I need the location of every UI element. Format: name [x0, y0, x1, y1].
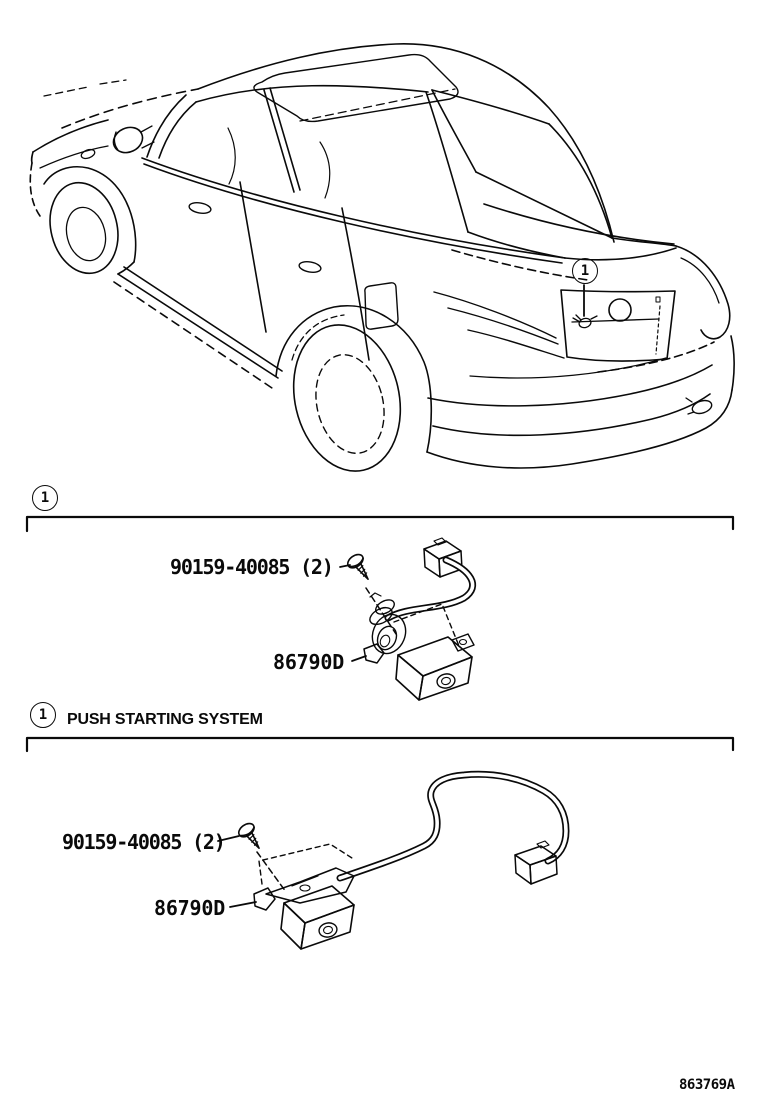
rear-wheel: [276, 306, 431, 482]
section-1-bracket: [27, 517, 733, 531]
leader-line: [352, 656, 366, 661]
camera-icon: [396, 637, 472, 700]
clip: [364, 644, 384, 663]
roof-outline: [198, 44, 614, 242]
car-callout-1: 1: [572, 258, 598, 284]
car-rear-three-quarter-drawing: [30, 44, 734, 482]
camera-assembly-detail-1: [340, 538, 474, 700]
tail-lamp-left: [434, 292, 564, 358]
sunroof-outline: [254, 55, 458, 122]
door-handle-icon: [188, 201, 211, 215]
connector-icon: [424, 538, 462, 577]
emblem-icon: [609, 299, 631, 321]
camera-assembly-detail-2: [218, 774, 566, 949]
door-handle-icon: [298, 260, 321, 274]
camera-bracket: [266, 868, 354, 903]
screw-icon: [236, 821, 266, 853]
part-number-label: 86790D: [154, 896, 226, 920]
section-2-title: PUSH STARTING SYSTEM: [67, 711, 263, 728]
drawing-code: 863769A: [679, 1077, 735, 1093]
license-plate-garnish: [561, 290, 675, 361]
section-2-callout: 1: [30, 702, 56, 728]
wire-harness: [340, 774, 566, 878]
front-wheel: [41, 167, 136, 281]
tail-lamp-right: [676, 246, 730, 339]
part-number-label: 90159-40085 (2): [62, 830, 225, 854]
screw-icon: [345, 552, 375, 584]
part-number-label: 90159-40085 (2): [170, 555, 333, 579]
part-number-label: 86790D: [273, 650, 345, 674]
camera-icon: [281, 886, 354, 949]
section-2-bracket: [27, 738, 733, 751]
leader-line: [230, 902, 256, 907]
section-1-callout: 1: [32, 485, 58, 511]
side-mirror-icon: [109, 123, 154, 157]
rear-bumper: [427, 336, 734, 468]
camera-grommet: [367, 593, 412, 659]
